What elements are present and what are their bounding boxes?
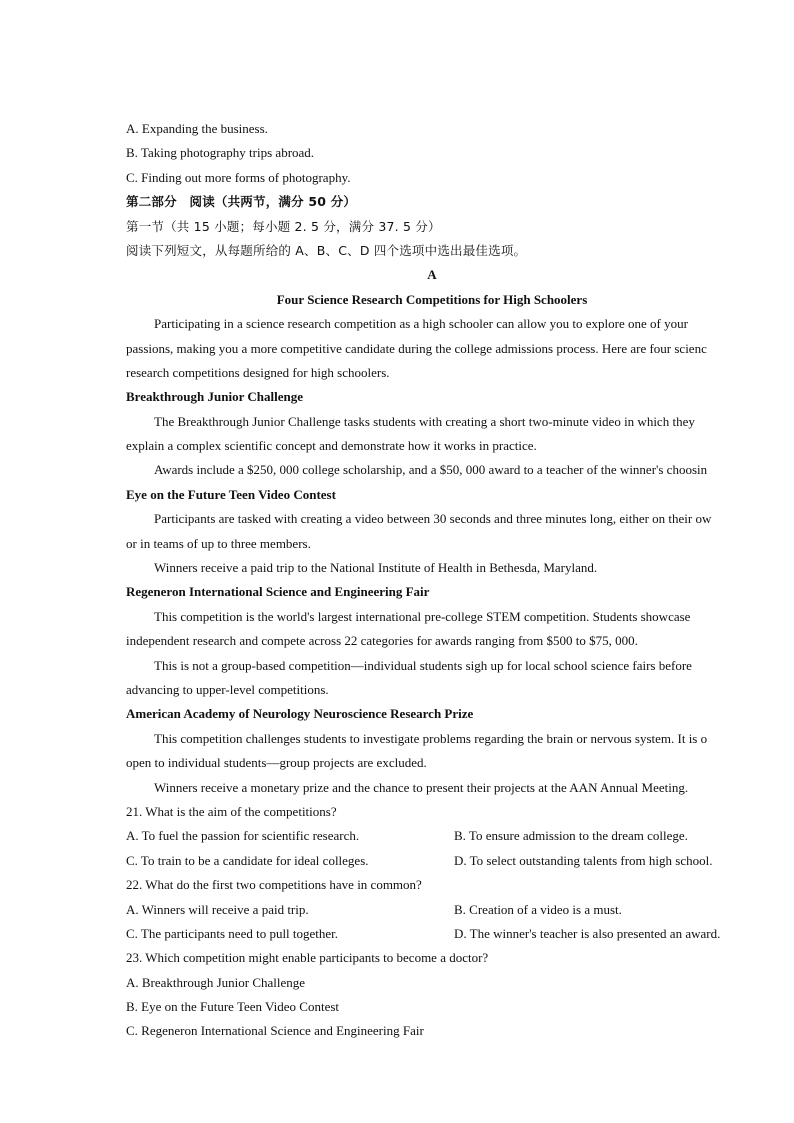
question-21-option-d: D. To select outstanding talents from high school. xyxy=(454,852,713,868)
question-21-option-c: C. To train to be a candidate for ideal colleges. xyxy=(126,852,369,868)
question-23-option-c: C. Regeneron International Science and Engineering Fair xyxy=(126,1023,424,1039)
previous-option-a: A. Expanding the business. xyxy=(126,121,268,136)
competition-heading: Regeneron International Science and Engineering Fair xyxy=(126,584,430,600)
competition-text: Participants are tasked with creating a video between 30 seconds and three minutes long, either on their ow xyxy=(154,511,712,527)
passage-title: Four Science Research Competitions for High Schoolers xyxy=(276,291,588,307)
competition-text: Winners receive a paid trip to the National Institute of Health in Bethesda, Maryland. xyxy=(154,560,598,576)
competition-heading: Breakthrough Junior Challenge xyxy=(126,389,303,405)
section-subheading: 第一节（共 15 小题；每小题 2. 5 分，满分 37. 5 分） xyxy=(126,218,441,234)
question-22-option-c: C. The participants need to pull together. xyxy=(126,925,339,941)
question-22-options-row xyxy=(126,922,738,946)
question-22-option-a: A. Winners will receive a paid trip. xyxy=(126,901,309,917)
question-23-option-a: A. Breakthrough Junior Challenge xyxy=(126,974,306,990)
competition-text: This is not a group-based competition—individual students sigh up for local school science fairs before xyxy=(154,657,692,673)
competition-text: independent research and compete across 22 categories for awards ranging from $500 to $75, 000. xyxy=(126,633,638,649)
question-23-stem: 23. Which competition might enable participants to become a doctor? xyxy=(126,950,489,966)
question-21-option-b: B. To ensure admission to the dream college. xyxy=(454,828,688,844)
question-21-stem: 21. What is the aim of the competitions? xyxy=(126,803,337,819)
competition-heading: Eye on the Future Teen Video Contest xyxy=(126,486,336,502)
question-23-option-b: B. Eye on the Future Teen Video Contest xyxy=(126,999,340,1015)
intro-line: Participating in a science research competition as a high schooler can allow you to explore one of your xyxy=(154,316,688,332)
competition-text: or in teams of up to three members. xyxy=(126,535,311,551)
competition-text: The Breakthrough Junior Challenge tasks students with creating a short two-minute video in which they xyxy=(154,413,695,429)
competition-text: Awards include a $250, 000 college scholarship, and a $50, 000 award to a teacher of the winner's choosin xyxy=(154,462,708,478)
competition-text: This competition challenges students to investigate problems regarding the brain or nervous system. It is o xyxy=(154,730,708,746)
previous-option-c: C. Finding out more forms of photography. xyxy=(126,169,351,185)
question-22-option-b: B. Creation of a video is a must. xyxy=(454,901,622,917)
passage-letter: A xyxy=(427,267,437,283)
question-21-options-row xyxy=(126,849,738,873)
question-22-options-row xyxy=(126,898,738,922)
intro-line: research competitions designed for high schoolers. xyxy=(126,364,390,380)
previous-option-b: B. Taking photography trips abroad. xyxy=(126,145,315,161)
text-column xyxy=(126,117,738,1044)
competition-text: explain a complex scientific concept and demonstrate how it works in practice. xyxy=(126,438,537,454)
competition-text: advancing to upper-level competitions. xyxy=(126,681,329,697)
competition-text: Winners receive a monetary prize and the chance to present their projects at the AAN Annual Meeting. xyxy=(154,779,689,795)
competition-text: This competition is the world's largest international pre-college STEM competition. Students showcase xyxy=(154,608,691,624)
question-21-options-row xyxy=(126,824,738,848)
intro-line: passions, making you a more competitive candidate during the college admissions process. Here are four scienc xyxy=(126,340,707,356)
competition-text: open to individual students—group projects are excluded. xyxy=(126,755,427,771)
question-22-option-d: D. The winner's teacher is also presented an award. xyxy=(454,925,721,941)
question-21-option-a: A. To fuel the passion for scientific research. xyxy=(126,828,360,844)
question-22-stem: 22. What do the first two competitions have in common? xyxy=(126,877,422,893)
competition-heading: American Academy of Neurology Neuroscience Research Prize xyxy=(126,706,474,722)
section-heading: 第二部分 阅读（共两节，满分 50 分） xyxy=(126,194,357,210)
section-instruction: 阅读下列短文，从每题所给的 A、B、C、D 四个选项中选出最佳选项。 xyxy=(126,242,527,258)
